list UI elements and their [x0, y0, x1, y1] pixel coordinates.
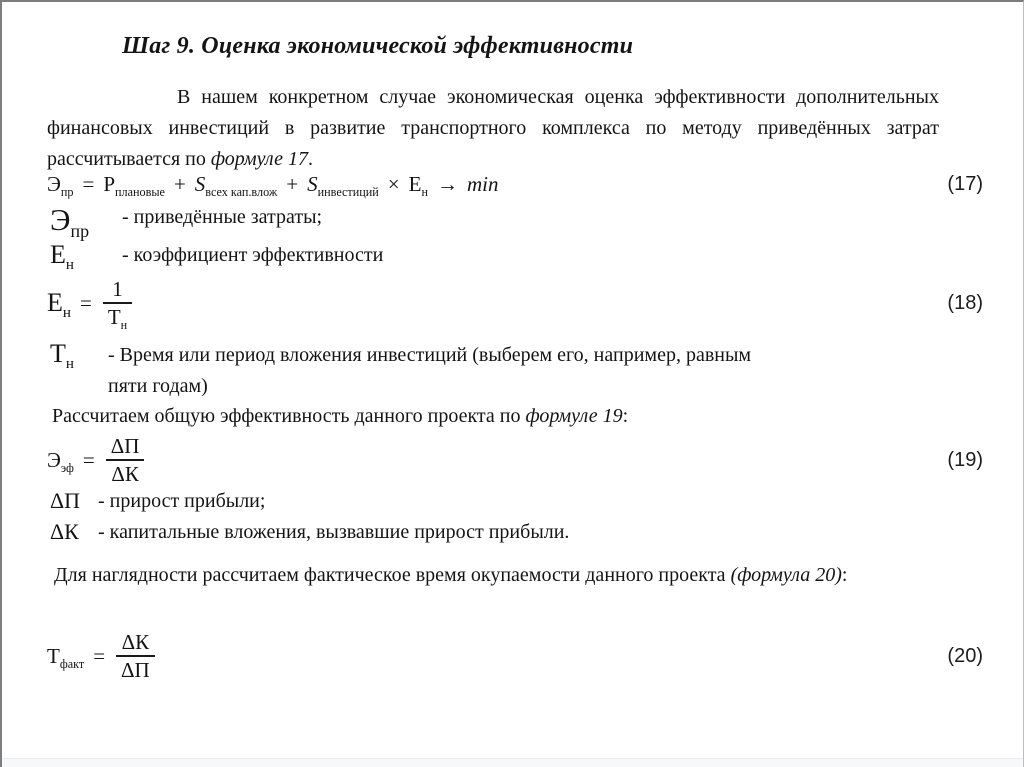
intro-formula-ref: формуле 17: [210, 148, 309, 170]
formula-18-number: (18): [947, 291, 983, 314]
p19-text: Рассчитаем общую эффективность данного проекта по: [52, 405, 526, 427]
tn-text: [108, 338, 751, 402]
formula-19: [47, 435, 947, 485]
formula-19-row: [47, 430, 983, 490]
dk-text: - капитальные вложения, вызвавшие прирост прибыли.: [98, 521, 570, 543]
intro-paragraph: [47, 82, 939, 175]
f18-denominator: $Т_н$: [103, 302, 132, 328]
f19-fraction: [106, 435, 145, 485]
f17-term-invest: $S_{инвестиций}$: [307, 171, 379, 199]
page-title: Шаг 9. Оценка экономической эффективности: [122, 33, 634, 59]
formula-17: [47, 172, 947, 197]
tn-symbol: $Т_н$: [50, 339, 74, 373]
formula-20: [47, 631, 947, 681]
intro-period: .: [308, 148, 314, 170]
formula-18: [47, 276, 947, 332]
f20-lhs: $Т_{факт}$: [47, 643, 85, 671]
f17-term-planned: $Р_{плановые}$: [103, 171, 165, 199]
f17-equals: =: [82, 171, 95, 196]
f20-numerator: ΔК: [121, 629, 150, 654]
dp-symbol: ΔП: [50, 488, 81, 513]
f17-lhs: $Э_{пр}$: [47, 171, 74, 199]
f17-term-en: $Е_н$: [408, 171, 428, 199]
p20-formula-ref: (формула 20): [730, 564, 842, 586]
definition-dp: [50, 488, 265, 514]
dp-text: - прирост прибыли;: [98, 490, 266, 512]
en-text: - коэффициент эффективности: [122, 244, 384, 266]
definition-tn: [50, 338, 751, 402]
definition-en: [50, 240, 384, 274]
formula-20-row: [47, 624, 983, 688]
f19-equals: =: [82, 447, 95, 472]
f20-equals: =: [93, 643, 106, 668]
epr-text: - приведённые затраты;: [122, 206, 323, 228]
f19-denominator: ΔК: [106, 459, 144, 485]
f17-plus2: +: [286, 171, 299, 196]
p20-text: Для наглядности рассчитаем фактическое время окупаемости данного проекта: [54, 564, 731, 586]
tn-text-line2: пяти годам): [108, 375, 208, 397]
f17-term-capital: $S_{всех кап.влож}$: [194, 171, 278, 199]
f18-equals: =: [79, 290, 92, 315]
f17-arrow: →: [436, 171, 458, 196]
intro-text: В нашем конкретном случае экономическая оценка эффективности дополнительных финансовых инвестиций в развитие транспортного комплекса по методу приведённых затрат рассчитывается по: [47, 86, 939, 170]
tn-text-line1: - Время или период вложения инвестиций (выберем его, например, равным: [108, 344, 752, 366]
f20-denominator: ΔП: [116, 655, 155, 681]
f17-min: min: [466, 171, 499, 196]
p20-colon: :: [841, 564, 848, 586]
definition-dk: [50, 519, 569, 545]
epr-symbol: $Э_{пр}$: [50, 202, 90, 242]
definition-epr: [50, 202, 323, 242]
p19-colon: :: [622, 405, 629, 427]
f18-lhs: $Е_н$: [47, 288, 71, 322]
f17-plus1: +: [173, 171, 186, 196]
f19-numerator: ΔП: [110, 433, 140, 458]
f20-fraction: [116, 631, 155, 681]
slide-bottom-divider: [2, 758, 1023, 767]
f18-numerator: 1: [112, 276, 123, 301]
f19-lhs: $Э_{эф}$: [47, 447, 74, 475]
formula-20-number: (20): [947, 644, 983, 667]
p19-formula-ref: формуле 19: [525, 405, 623, 427]
paragraph-19: [52, 400, 628, 432]
formula-19-number: (19): [947, 448, 983, 471]
en-symbol: $Е_н$: [50, 240, 74, 274]
dk-symbol: ΔК: [50, 519, 79, 544]
formula-17-row: [47, 165, 983, 203]
f17-times: ×: [387, 171, 400, 196]
formula-17-number: (17): [947, 172, 983, 195]
paragraph-20: [54, 559, 954, 591]
f18-fraction: [103, 276, 132, 332]
formula-18-row: [47, 274, 983, 332]
